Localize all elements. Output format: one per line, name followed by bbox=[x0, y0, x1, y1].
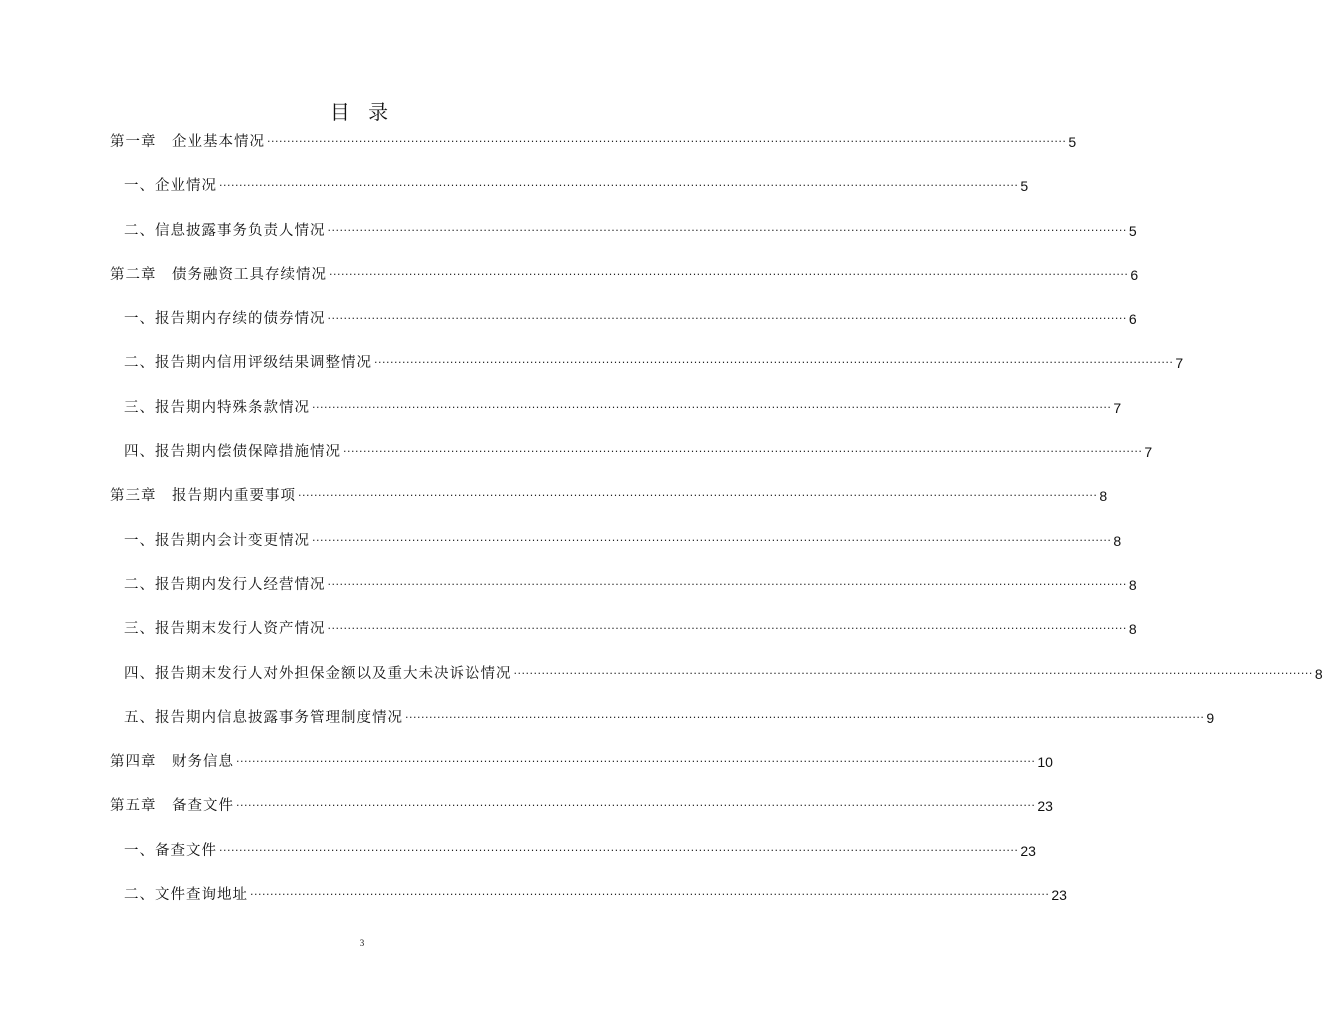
toc-list bbox=[110, 130, 1323, 905]
toc-entry-text: 二、报告期内发行人经营情况 bbox=[124, 576, 326, 593]
toc-entry-page: 23 bbox=[1051, 887, 1067, 904]
toc-entry-page: 5 bbox=[1068, 134, 1077, 150]
toc-leader-dots: ........................................................................................................................................................................................................ bbox=[267, 132, 1067, 145]
toc-entry-text: 三、报告期末发行人资产情况 bbox=[124, 621, 326, 638]
toc-entry[interactable] bbox=[110, 196, 1137, 240]
toc-entry-text: 第一章 企业基本情况 bbox=[110, 134, 265, 150]
toc-entry[interactable] bbox=[110, 861, 1067, 905]
toc-entry-text: 三、报告期内特殊条款情况 bbox=[124, 399, 310, 416]
toc-entry-page: 6 bbox=[1128, 311, 1137, 328]
toc-leader-dots: ........................................................................................................................................................................................................ bbox=[327, 309, 1127, 323]
toc-entry-text: 一、企业情况 bbox=[124, 178, 217, 195]
toc-entry[interactable] bbox=[110, 285, 1137, 329]
toc-leader-dots: ........................................................................................................................................................................................................ bbox=[343, 442, 1143, 456]
toc-leader-dots: ........................................................................................................................................................................................................ bbox=[298, 486, 1098, 500]
toc-leader-dots: ........................................................................................................................................................................................................ bbox=[236, 796, 1036, 810]
page-number: 3 bbox=[359, 938, 365, 948]
toc-entry-text: 四、报告期内偿债保障措施情况 bbox=[124, 444, 341, 461]
toc-entry[interactable] bbox=[110, 462, 1108, 506]
toc-entry-page: 8 bbox=[1128, 576, 1137, 593]
toc-entry[interactable] bbox=[110, 418, 1153, 462]
toc-entry-page: 5 bbox=[1128, 222, 1137, 239]
toc-entry[interactable] bbox=[110, 595, 1137, 639]
toc-entry-text: 二、信息披露事务负责人情况 bbox=[124, 222, 326, 239]
toc-entry-page: 5 bbox=[1020, 178, 1029, 195]
toc-entry[interactable] bbox=[110, 130, 1077, 152]
toc-entry-text: 第三章 报告期内重要事项 bbox=[110, 488, 296, 505]
toc-title: 目 录 bbox=[329, 100, 395, 124]
toc-entry-page: 8 bbox=[1314, 665, 1323, 682]
toc-leader-dots: ........................................................................................................................................................................................................ bbox=[219, 840, 1019, 854]
toc-entry-text: 一、报告期内会计变更情况 bbox=[124, 532, 310, 549]
toc-leader-dots: ........................................................................................................................................................................................................ bbox=[513, 663, 1313, 677]
toc-entry-page: 8 bbox=[1099, 488, 1108, 505]
toc-leader-dots: ........................................................................................................................................................................................................ bbox=[374, 353, 1174, 367]
toc-leader-dots: ........................................................................................................................................................................................................ bbox=[236, 752, 1036, 766]
toc-entry-text: 第二章 债务融资工具存续情况 bbox=[110, 266, 327, 283]
toc-entry-text: 四、报告期末发行人对外担保金额以及重大未决诉讼情况 bbox=[124, 665, 512, 682]
toc-entry-text: 一、报告期内存续的债券情况 bbox=[124, 311, 326, 328]
toc-entry-page: 7 bbox=[1175, 355, 1184, 372]
toc-entry-text: 第五章 备查文件 bbox=[110, 798, 234, 815]
toc-leader-dots: ........................................................................................................................................................................................................ bbox=[327, 220, 1127, 234]
toc-leader-dots: ........................................................................................................................................................................................................ bbox=[327, 619, 1127, 633]
toc-entry-page: 23 bbox=[1037, 798, 1053, 815]
toc-entry-text: 第四章 财务信息 bbox=[110, 754, 234, 771]
toc-entry-text: 二、报告期内信用评级结果调整情况 bbox=[124, 355, 372, 372]
toc-entry-text: 一、备查文件 bbox=[124, 842, 217, 859]
toc-entry-text: 二、文件查询地址 bbox=[124, 887, 248, 904]
toc-entry[interactable] bbox=[110, 329, 1184, 373]
toc-entry-page: 7 bbox=[1144, 444, 1153, 461]
toc-leader-dots: ........................................................................................................................................................................................................ bbox=[312, 530, 1112, 544]
toc-entry-page: 9 bbox=[1206, 709, 1215, 726]
toc-entry[interactable] bbox=[110, 152, 1029, 196]
toc-leader-dots: ........................................................................................................................................................................................................ bbox=[327, 574, 1127, 588]
toc-entry-text: 五、报告期内信息披露事务管理制度情况 bbox=[124, 709, 403, 726]
toc-entry[interactable] bbox=[110, 551, 1137, 595]
toc-entry[interactable] bbox=[110, 772, 1053, 816]
toc-entry[interactable] bbox=[110, 506, 1122, 550]
toc-entry[interactable] bbox=[110, 373, 1122, 417]
toc-entry-page: 10 bbox=[1037, 754, 1053, 771]
toc-entry[interactable] bbox=[110, 816, 1036, 860]
toc-entry-page: 7 bbox=[1113, 399, 1122, 416]
toc-entry[interactable] bbox=[110, 684, 1215, 728]
toc-entry-page: 23 bbox=[1020, 842, 1036, 859]
toc-entry[interactable] bbox=[110, 241, 1139, 285]
toc-entry[interactable] bbox=[110, 639, 1323, 683]
toc-leader-dots: ........................................................................................................................................................................................................ bbox=[219, 176, 1019, 190]
toc-leader-dots: ........................................................................................................................................................................................................ bbox=[312, 397, 1112, 411]
toc-leader-dots: ........................................................................................................................................................................................................ bbox=[250, 885, 1050, 899]
toc-entry-page: 6 bbox=[1130, 266, 1139, 283]
toc-leader-dots: ........................................................................................................................................................................................................ bbox=[405, 707, 1205, 721]
toc-entry-page: 8 bbox=[1113, 532, 1122, 549]
toc-leader-dots: ........................................................................................................................................................................................................ bbox=[329, 264, 1129, 278]
toc-entry-page: 8 bbox=[1128, 621, 1137, 638]
toc-entry[interactable] bbox=[110, 728, 1053, 772]
